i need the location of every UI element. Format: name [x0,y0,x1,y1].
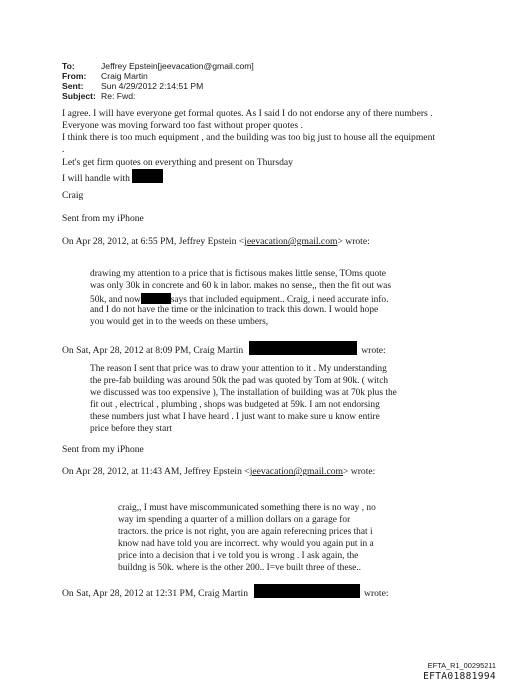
attribution-text: > wrote: [342,466,376,477]
quoted-line: we discussed was too expensive ), The installation of building was at 70k plus the [90,388,397,398]
attribution-text: wrote: [361,345,386,356]
quoted-line: tractors. the price is not right, you are again referecning prices that i [118,527,373,537]
thread1-attribution [62,236,370,247]
header-from-row [62,71,254,81]
quoted-text: 50k, and now [90,295,141,305]
sent-value: Sun 4/29/2012 2:14:51 PM [101,81,204,91]
quoted-line: know nad have told you are incorrect. why would you again put in a [118,539,374,549]
attribution-text: On Sat, Apr 28, 2012 at 8:09 PM, Craig Martin [62,345,244,356]
body-line: . [62,144,65,155]
redaction-block [254,584,360,598]
quoted-line: price before they start [90,424,172,434]
quoted-line: the pre-fab building was around 50k the pad was quoted by Tom at 90k. ( witch [90,376,389,386]
body-line-with-redaction [62,169,163,184]
quoted-line: price into a decision that i ve told you is wrong . I ask again, the [118,551,359,561]
redaction-block [132,169,163,183]
thread4-attribution [62,584,389,599]
quoted-line: was only 30k in concrete and 60 k in labor. makes no sense,, then the fit out was [90,281,391,291]
email-header [62,61,254,101]
header-to-row [62,61,254,71]
sent-label: Sent: [62,81,84,91]
attribution-text: On Apr 28, 2012, at 6:55 PM, Jeffrey Epstein < [62,236,245,247]
quoted-line: buildng is 50k. where is the other 200.. I=ve built three of these.. [118,563,361,573]
attribution-text: On Sat, Apr 28, 2012 at 12:31 PM, Craig Martin [62,588,249,599]
body-line-text: I will handle with [62,173,130,184]
attribution-text: On Apr 28, 2012, at 11:43 AM, Jeffrey Epstein < [62,466,250,477]
bates-number: EFTA01881994 [423,671,496,682]
email-link[interactable]: jeevacation@gmail.com [249,466,343,477]
quoted-line: fit out , electrical , plumbing , shops was budgeted at 59k. I am not endorsing [90,400,380,410]
to-value: Jeffrey Epstein[jeevacation@gmail.com] [101,61,254,71]
body-line: I think there is too much equipment , and the building was too big just to house all the equipment [62,132,436,143]
thread3-attribution [62,466,375,477]
sent-from-iphone: Sent from my iPhone [62,444,144,455]
quoted-line: drawing my attention to a price that is fictisous makes little sense, TOms quote [90,269,386,279]
attribution-text: wrote: [364,588,389,599]
attribution-text: > wrote: [337,236,370,247]
quoted-line: you would get in to the weeds on these umbers, [90,317,269,327]
quoted-line: these numbers just what I have heard . I just want to make sure u know entire [90,412,380,422]
quoted-line: way im spending a quarter of a million dollars on a garage for [118,515,351,525]
redaction-block [249,341,357,355]
subject-value: Re: Fwd: [101,91,136,101]
body-line: I agree. I will have everyone get formal quotes. As I said I do not endorse any of there numbers . [62,108,433,119]
header-subject-row [62,91,254,101]
body-line: Everyone was moving forward too fast without proper quotes . [62,120,303,131]
header-sent-row [62,81,254,91]
redaction-block [141,293,171,304]
subject-label: Subject: [62,91,96,101]
quoted-text: says that included equipment.. Craig, i need accurate info. [170,295,389,305]
thread2-attribution [62,341,386,356]
signature: Craig [62,190,84,201]
quoted-line: craig,, I must have miscommunicated something there is no way , no [118,503,376,513]
quoted-line: The reason I sent that price was to draw your attention to it . My understanding [90,364,387,374]
from-value: Craig Martin [101,71,148,81]
body-line: Let's get firm quotes on everything and present on Thursday [62,157,293,168]
email-link[interactable]: jeevacation@gmail.com [244,236,338,247]
to-label: To: [62,61,75,71]
from-label: From: [62,71,87,81]
sent-from-iphone: Sent from my iPhone [62,213,144,224]
document-reference: EFTA_R1_00295211 [427,661,496,670]
quoted-line: and I do not have the time or the inlcination to track this down. I would hope [90,305,379,315]
